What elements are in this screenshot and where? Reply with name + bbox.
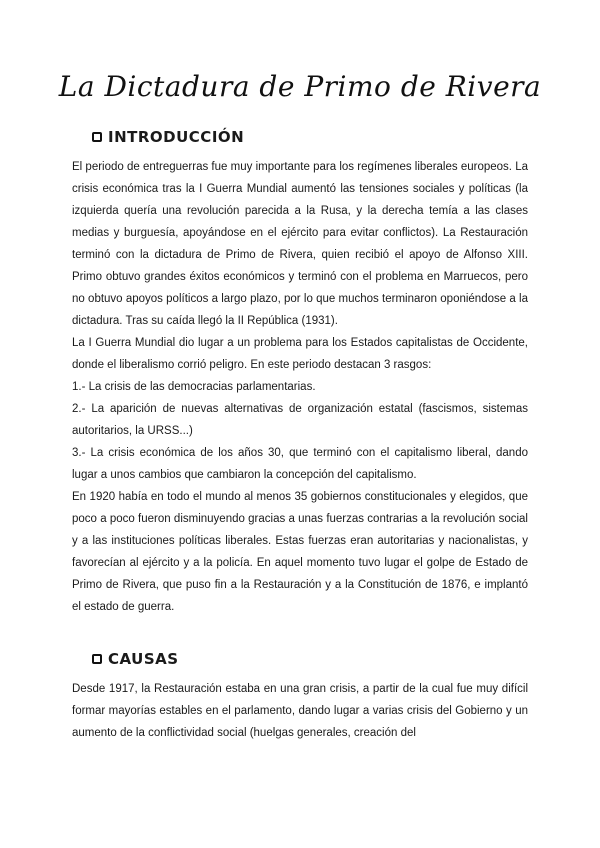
section-body-introduccion	[72, 156, 528, 618]
list-item: 2.- La aparición de nuevas alternativas de organización estatal (fascismos, sistemas autoritarios, la URSS...)	[72, 403, 528, 437]
section-heading-causas	[92, 650, 179, 668]
section-heading-label: CAUSAS	[108, 650, 179, 668]
paragraph: El periodo de entreguerras fue muy importante para los regímenes liberales europeos. La crisis económica tras la I Guerra Mundial aumentó las tensiones sociales y políticas (la izquierda quería una revolución parecida a la Rusa, y la derecha temía a las clases medias y burguesía, apoyándose en el ejército para evitar conflictos). La Restauración terminó con la dictadura de Primo de Rivera, quien recibió el apoyo de Alfonso XIII. Primo obtuvo grandes éxitos económicos y terminó con el problema en Marruecos, pero no obtuvo apoyos políticos a largo plazo, por lo que muchos terminaron oponiéndose a la dictadura. Tras su caída llegó la II República (1931).	[72, 161, 528, 327]
paragraph: Desde 1917, la Restauración estaba en una gran crisis, a partir de la cual fue muy difícil formar mayorías estables en el parlamento, dando lugar a varias crisis del Gobierno y un aumento de la conflictividad social (huelgas generales, creación del	[72, 683, 528, 739]
list-item: 1.- La crisis de las democracias parlamentarias.	[72, 381, 316, 393]
checkbox-icon	[92, 132, 102, 142]
section-heading-introduccion	[92, 128, 244, 146]
paragraph: La I Guerra Mundial dio lugar a un problema para los Estados capitalistas de Occidente, donde el liberalismo corrió peligro. En este periodo destacan 3 rasgos:	[72, 337, 528, 371]
document-title: La Dictadura de Primo de Rivera	[58, 70, 542, 103]
paragraph: En 1920 había en todo el mundo al menos 35 gobiernos constitucionales y elegidos, que poco a poco fueron disminuyendo gracias a unas fuerzas contrarias a la revolución social y a las instituciones políticas liberales. Estas fuerzas eran autoritarias y nacionalistas, y favorecían al ejército y a la policía. En aquel momento tuvo lugar el golpe de Estado de Primo de Rivera, que puso fin a la Restauración y a la Constitución de 1876, e implantó el estado de guerra.	[72, 491, 528, 613]
checkbox-icon	[92, 654, 102, 664]
section-body-causas	[72, 678, 528, 744]
section-heading-label: INTRODUCCIÓN	[108, 128, 245, 146]
list-item: 3.- La crisis económica de los años 30, que terminó con el capitalismo liberal, dando lugar a unos cambios que cambiaron la concepción del capitalismo.	[72, 447, 528, 481]
